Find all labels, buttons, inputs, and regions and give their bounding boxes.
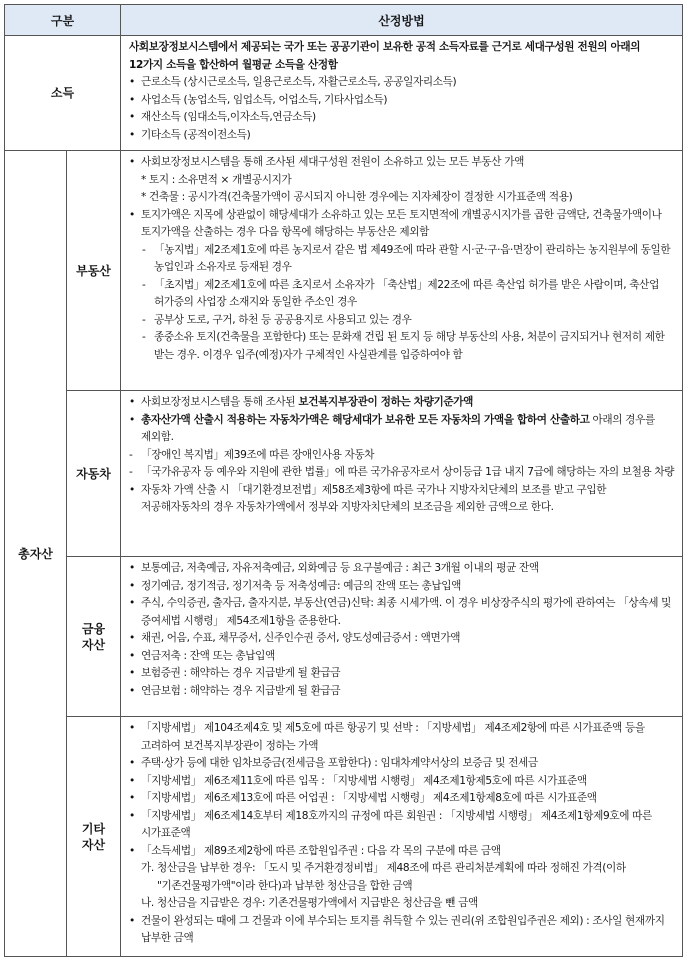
finance-item: • 연금보험 : 해약하는 경우 지급받게 될 환급금: [129, 683, 676, 701]
vehicle-bullet: • 자동차 가액 산출 시 「대기환경보전법」제58조제3항에 따른 국가나 지방자치단체의 보조를 받고 구입한 저공해자동차의 경우 자동차가액에서 정부와 지방자치단체의 보조금을 제외한 금액으로 한다.: [129, 482, 676, 517]
realestate-label: 부동산: [67, 151, 121, 391]
other-item: • 주택·상가 등에 대한 임차보증금(전세금을 포함한다) : 임대차계약서상의 보증금 및 전세금: [129, 755, 676, 773]
other-item: • 「소득세법」 제89조제2항에 따른 조합원입주권 : 다음 각 목의 구분에 따른 금액: [129, 843, 676, 861]
other-subitem-text: 청산금을 납부한 경우: 「도시 및 주거환경정비법」 제48조에 따른 관리처분계획에 따라 정해진 가격(이하 "기존건물평가액"이라 한다)과 납부한 청산금을 합한 금액: [157, 862, 626, 892]
other-content: [121, 717, 683, 957]
income-item: • 사업소득 (농업소득, 임업소득, 어업소득, 기타사업소득): [129, 92, 676, 110]
vehicle-content: [121, 391, 683, 557]
other-subitem: [129, 895, 676, 913]
finance-label-line1: 금융: [81, 621, 106, 636]
realestate-exclusion: - 종중소유 토지(건축물을 포함한다) 또는 문화재 건립 된 토지 등 해당 부동산의 사용, 처분이 금지되거나 현저히 제한 받는 경우. 이경우 입주(예정)자가 구체적인 사실관계를 입증하여야 함: [129, 329, 676, 364]
finance-item: • 보험증권 : 해약하는 경우 지급받게 될 환급금: [129, 665, 676, 683]
vehicle-bullet-bold: 총자산가액 산출시 적용하는 자동차가액은 해당세대가 보유한 모든 자동차의 가액을 합하여 산출하고: [141, 413, 590, 426]
vehicle-bullet: [129, 394, 676, 412]
other-label: [67, 717, 121, 957]
other-subitem-mark: 나.: [141, 897, 154, 909]
other-subitem-mark: 가.: [141, 862, 154, 874]
finance-label: [67, 557, 121, 717]
vehicle-bullet-text: 사회보장정보시스템을 통해 조사된: [141, 396, 299, 408]
vehicle-label: 자동차: [67, 391, 121, 557]
finance-item: • 연금저축 : 잔액 또는 총납입액: [129, 648, 676, 666]
header-category: 구분: [5, 5, 121, 36]
vehicle-exclusion: - 「장애인 복지법」제39조에 따른 장애인사용 자동차: [129, 447, 676, 465]
other-label-line1: 기타: [81, 821, 106, 836]
other-item: • 「지방세법」 제6조제11호에 따른 입목 : 「지방세법 시행령」 제4조제1항제5호에 따른 시가표준액: [129, 773, 676, 791]
finance-item: • 정기예금, 정기적금, 정기저축 등 저축성예금: 예금의 잔액 또는 총납입액: [129, 578, 676, 596]
finance-content: [121, 557, 683, 717]
income-intro: 사회보장정보시스템에서 제공되는 국가 또는 공공기관이 보유한 공적 소득자료를 근거로 세대구성원 전원의 아래의 12가지 소득을 합산하여 월평균 소득을 산정함: [129, 41, 641, 71]
header-method: 산정방법: [121, 5, 683, 36]
vehicle-bullet: [129, 412, 676, 447]
asset-calculation-table: [4, 4, 683, 957]
income-label: 소득: [5, 36, 121, 151]
income-item: • 근로소득 (상시근로소득, 일용근로소득, 자활근로소득, 공공일자리소득): [129, 74, 676, 92]
realestate-exclusion: - 「농지법」제2조제1호에 따른 농지로서 같은 법 제49조에 따라 관할 시·군·구·읍·면장이 관리하는 농지원부에 동일한 농업인과 소유자로 등재된 경우: [129, 242, 676, 277]
vehicle-bullet-text: 아래의 경우를 제외함.: [141, 413, 655, 443]
realestate-exclusion: - 공부상 도로, 구거, 하천 등 공공용지로 사용되고 있는 경우: [129, 312, 676, 330]
realestate-bullet: • 토지가액은 지목에 상관없이 해당세대가 소유하고 있는 모든 토지면적에 개별공시지가를 곱한 금액단, 건축물가액이나 토지가액을 산출하는 경우 다음 항목에 해당하는 부동산은 제외함: [129, 207, 676, 242]
realestate-bullet: • 사회보장정보시스템을 통해 조사된 세대구성원 전원이 소유하고 있는 모든 부동산 가액: [129, 154, 676, 172]
income-content: [121, 36, 683, 151]
finance-label-line2: 자산: [81, 637, 106, 652]
vehicle-exclusion: - 「국가유공자 등 예우와 지원에 관한 법률」에 따른 국가유공자로서 상이등급 1급 내지 7급에 해당하는 자의 보철용 차량: [129, 464, 676, 482]
income-item: • 재산소득 (임대소득,이자소득,연금소득): [129, 109, 676, 127]
other-item: • 「지방세법」 제104조제4호 및 제5호에 따른 항공기 및 선박 : 「지방세법」 제4조제2항에 따른 시가표준액 등을 고려하여 보건복지부장관이 정하는 가액: [129, 720, 676, 755]
finance-item: • 주식, 수익증권, 출자금, 출자지분, 부동산(연금)신탁: 최종 시세가액. 이 경우 비상장주식의 평가에 관하여는 「상속세 및 증여세법 시행령」 제54조제1항을 준용한다.: [129, 595, 676, 630]
finance-item: • 보통예금, 저축예금, 자유저축예금, 외화예금 등 요구불예금 : 최근 3개월 이내의 평균 잔액: [129, 560, 676, 578]
other-item: • 건물이 완성되는 때에 그 건물과 이에 부수되는 토지를 취득할 수 있는 권리(위 조합원입주권은 제외) : 조사일 현재까지 납부한 금액: [129, 913, 676, 948]
finance-item: • 채권, 어음, 수표, 채무증서, 신주인수권 증서, 양도성예금증서 : 액면가액: [129, 630, 676, 648]
income-item: • 기타소득 (공적이전소득): [129, 127, 676, 145]
total-assets-label: 총자산: [5, 151, 67, 957]
other-item: • 「지방세법」 제6조제13호에 따른 어업권 : 「지방세법 시행령」 제4조제1항제8호에 따른 시가표준액: [129, 790, 676, 808]
realestate-note: * 토지 : 소유면적 × 개별공시지가: [141, 173, 292, 186]
realestate-exclusion: - 「초지법」제2조제1호에 따른 초지로서 소유자가 「축산법」제22조에 따른 축산업 허가를 받은 사람이며, 축산업 허가증의 사업장 소재지와 동일한 주소인 경우: [129, 277, 676, 312]
realestate-note: * 건축물 : 공시가격(건축물가액이 공시되지 아니한 경우에는 지자체장이 결정한 시가표준액 적용): [141, 191, 573, 203]
vehicle-bullet-bold: 보건복지부장관이 정하는 차량기준가액: [298, 396, 474, 408]
other-subitem-text: 청산금을 지급받은 경우: 기존건물평가액에서 지급받은 청산금을 뺀 금액: [157, 897, 478, 909]
other-subitem: [129, 860, 676, 895]
other-item: • 「지방세법」 제6조제14호부터 제18호까지의 규정에 따른 회원권 : 「지방세법 시행령」 제4조제1항제9호에 따른 시가표준액: [129, 808, 676, 843]
realestate-content: [121, 151, 683, 391]
other-label-line2: 자산: [81, 837, 106, 852]
